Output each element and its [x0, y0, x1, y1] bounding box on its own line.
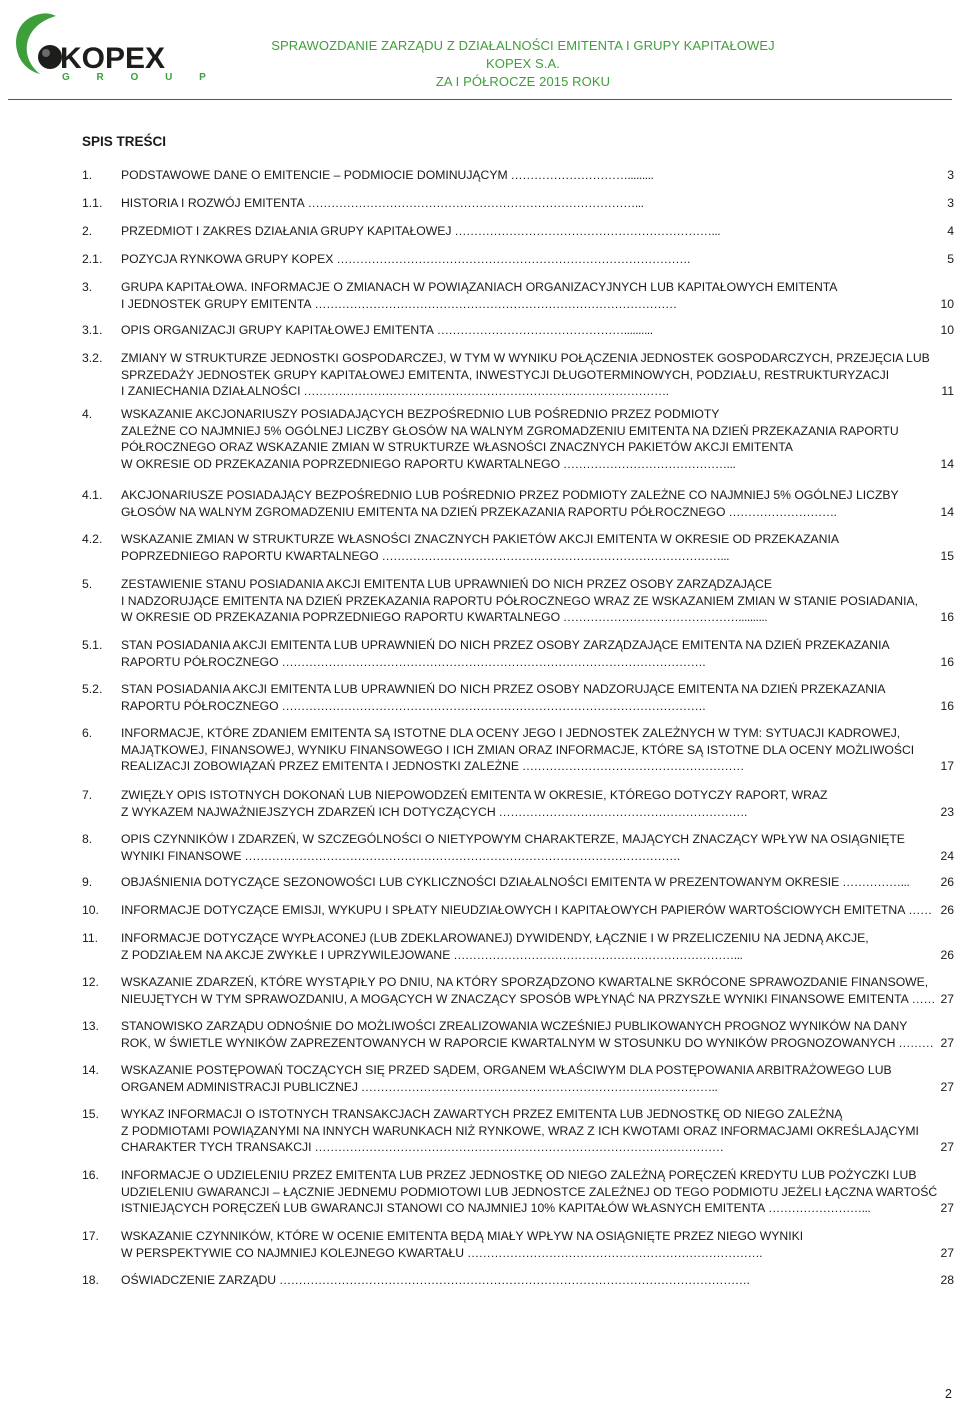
toc-entry-title-line: RAPORTU PÓŁROCZNEGO ………………………………………………………………………………………………. — [121, 698, 706, 713]
toc-entry-number: 4. — [82, 407, 93, 421]
toc-entry-title-line: WSKAZANIE ZMIAN W STRUKTURZE WŁASNOŚCI ZNACZNYCH PAKIETÓW AKCJI EMITENTA W OKRESIE OD PRZEKAZANIA — [121, 532, 839, 546]
report-title — [258, 37, 788, 91]
report-title-line1: SPRAWOZDANIE ZARZĄDU Z DZIAŁALNOŚCI EMITENTA I GRUPY KAPITAŁOWEJ KOPEX S.A. — [271, 38, 775, 71]
toc-entry-title — [121, 195, 901, 212]
toc-entry-title-line: WSKAZANIE CZYNNIKÓW, KTÓRE W OCENIE EMITENTA BĘDĄ MIAŁY WPŁYW NA OSIĄGNIĘTE PRZEZ NIEGO WYNIKI — [121, 1229, 804, 1243]
toc-entry-leader: ……………………………………………………………………………….. — [358, 1079, 718, 1094]
toc-entry-page: 11 — [941, 384, 954, 399]
logo-group-text: G R O U P — [62, 72, 218, 83]
toc-entry-page: 24 — [940, 848, 954, 863]
kopex-group-logo — [10, 10, 218, 83]
toc-entry-page: 27 — [940, 991, 954, 1006]
toc-entry-title-line: WYKAZ INFORMACJI O ISTOTNYCH TRANSAKCJACH ZAWARTYCH PRZEZ EMITENTA LUB JEDNOSTKĘ OD NIEGO ZALEŻNĄ — [121, 1107, 843, 1121]
toc-entry-number: 3.2. — [82, 351, 103, 365]
toc-entry-number: 5.2. — [82, 682, 103, 696]
toc-entry-title — [121, 167, 901, 184]
toc-entry-title-line: REALIZACJI ZOBOWIĄZAŃ PRZEZ EMITENTA I JEDNOSTKI ZALEŻNE ………………………………………………… — [121, 759, 744, 774]
toc-entry-leader: …………………………………………………………………………………………… — [311, 1140, 724, 1155]
toc-entry-number: 13. — [82, 1019, 99, 1033]
toc-entry-title-line: UDZIELENIU GWARANCJI – ŁĄCZNIE JEDNEMU PODMIOTOWI LUB JEDNOSTCE ZALEŻNEJ OD TEGO PODMIOTU JEŻELI ŁĄCZNA WARTOŚĆ — [121, 1184, 938, 1199]
toc-entry-title-line: OŚWIADCZENIE ZARZĄDU …………………………………………………………………………………………………………. — [121, 1273, 750, 1287]
toc-entry-title — [121, 531, 901, 564]
toc-entry-title-line: I NADZORUJĄCE EMITENTA NA DZIEŃ PRZEKAZANIA RAPORTU PÓŁROCZNEGO WRAZ ZE WSKAZANIEM ZMIAN W STANIE POSIADANIA, — [121, 593, 919, 608]
toc-entry-number: 5. — [82, 577, 93, 591]
toc-entry-page: 15 — [940, 548, 954, 563]
toc-entry-title-line: AKCJONARIUSZE POSIADAJĄCY BEZPOŚREDNIO LUB POŚREDNIO PRZEZ PODMIOTY ZALEŻNE CO NAJMNIEJ 5% OGÓLNEJ LICZBY — [121, 488, 899, 502]
toc-entry-title — [121, 406, 901, 472]
toc-entry-title — [121, 1167, 938, 1217]
toc-entry-leader: ……………………………………….......... — [560, 610, 768, 625]
toc-entry-title-line: RAPORTU PÓŁROCZNEGO ………………………………………………………………………………………………. — [121, 654, 706, 669]
toc-entry-title-line: W OKRESIE OD PRZEKAZANIA POPRZEDNIEGO RAPORTU KWARTALNEGO ……………………………………... — [121, 456, 736, 471]
toc-entry-number: 16. — [82, 1168, 99, 1182]
toc-entry-title-line: SPRZEDAŻY JEDNOSTEK GRUPY KAPITAŁOWEJ EMITENTA, INWESTYCJI DŁUGOTERMINOWYCH, PODZIAŁU, RESTRUKTURYZACJI — [121, 367, 890, 382]
toc-entry-page: 10 — [940, 296, 954, 311]
toc-entry-title — [121, 487, 901, 520]
toc-entry-title — [121, 322, 901, 339]
toc-entry-page: 27 — [940, 1140, 954, 1155]
toc-entry-number: 8. — [82, 832, 93, 846]
toc-entry-leader: ………………………………………………………………………………………………. — [278, 654, 706, 669]
toc-entry-number: 6. — [82, 726, 93, 740]
toc-entry-title-line: HISTORIA I ROZWÓJ EMITENTA …………………………………………………………………………... — [121, 196, 644, 210]
toc-entry-page: 14 — [940, 456, 954, 471]
toc-entry-title-line: INFORMACJE DOTYCZĄCE WYPŁACONEJ (LUB ZDEKLAROWANEJ) DYWIDENDY, ŁĄCZNIE I W PRZELICZENIU NA JEDNĄ AKCJE, — [121, 931, 869, 945]
toc-entry-number: 12. — [82, 975, 99, 989]
toc-entry-title — [121, 902, 932, 919]
toc-entry-title — [121, 1018, 934, 1051]
toc-entry-number: 15. — [82, 1107, 99, 1121]
toc-entry-leader: ………………………. — [725, 504, 837, 519]
toc-entry-title — [121, 279, 901, 312]
toc-entry-leader: ……… — [895, 1035, 934, 1050]
toc-entry-number: 3. — [82, 280, 93, 294]
toc-entry-page: 23 — [940, 804, 954, 819]
toc-entry-page: 26 — [940, 947, 954, 962]
toc-entry-leader: ………………………………………………………. — [495, 804, 747, 819]
toc-entry-title — [121, 681, 901, 714]
toc-entry-page: 3 — [947, 168, 954, 182]
toc-entry-page: 10 — [940, 323, 954, 337]
toc-entry-page: 26 — [940, 903, 954, 917]
toc-entry-title-line: OPIS CZYNNIKÓW I ZDARZEŃ, W SZCZEGÓLNOŚCI O NIETYPOWYM CHARAKTERZE, MAJĄCYCH ZNACZĄCY WPŁYW NA OSIĄGNIĘTE — [121, 832, 905, 846]
toc-entry-title-line: MAJĄTKOWEJ, FINANSOWEJ, WYNIKU FINANSOWEGO I ICH ZMIAN ORAZ INFORMACJE, KTÓRE SĄ ISTOTNE DLA OCENY MOŻLIWOŚCI — [121, 742, 915, 757]
toc-title: SPIS TREŚCI — [82, 134, 167, 149]
toc-entry-leader: ………………………………………………………………………………. — [333, 252, 690, 266]
toc-entry-page: 3 — [947, 196, 954, 210]
toc-entry-leader: …………………………………………………………………………………. — [300, 384, 669, 399]
page-header — [0, 0, 960, 103]
toc-entry-page: 16 — [940, 698, 954, 713]
toc-entry-title-line: GŁOSÓW NA WALNYM ZGROMADZENIU EMITENTA NA DZIEŃ PRZEKAZANIA RAPORTU PÓŁROCZNEGO ………………………. — [121, 504, 837, 519]
toc-entry-title — [121, 874, 910, 891]
toc-entry-number: 17. — [82, 1229, 99, 1243]
toc-entry-page: 14 — [940, 504, 954, 519]
toc-entry-page: 27 — [940, 1245, 954, 1260]
toc-entry-title — [121, 350, 930, 400]
logo-ball — [38, 45, 62, 69]
toc-entry-page: 27 — [940, 1201, 954, 1216]
toc-entry-title — [121, 930, 901, 963]
toc-entry-title-line: STAN POSIADANIA AKCJI EMITENTA LUB UPRAWNIEŃ DO NICH PRZEZ OSOBY ZARZĄDZAJĄCE EMITENTA NA DZIEŃ PRZEKAZANIA — [121, 638, 890, 652]
toc-entry-title-line: CHARAKTER TYCH TRANSAKCJI …………………………………………………………………………………………… — [121, 1140, 724, 1155]
toc-entry-title — [121, 725, 915, 775]
toc-entry-title-line: WSKAZANIE AKCJONARIUSZY POSIADAJĄCYCH BEZPOŚREDNIO LUB POŚREDNIO PRZEZ PODMIOTY — [121, 407, 720, 421]
logo-wordmark: KOPEX — [60, 42, 166, 75]
toc-entry-title-line: STAN POSIADANIA AKCJI EMITENTA LUB UPRAWNIEŃ DO NICH PRZEZ OSOBY NADZORUJĄCE EMITENTA NA DZIEŃ PRZEKAZANIA — [121, 682, 886, 696]
toc-entry-title-line: Z PODZIAŁEM NA AKCJE ZWYKŁE I UPRZYWILEJOWANE ………………………………………………………………... — [121, 947, 743, 962]
toc-entry-page: 27 — [940, 1079, 954, 1094]
toc-entry-leader: …………………………………………………………………………………………………………. — [276, 1273, 750, 1287]
toc-entry-title-line: W PERSPEKTYWIE CO NAJMNIEJ KOLEJNEGO KWARTAŁU …………………………………………………………………. — [121, 1245, 763, 1260]
toc-entry-leader: …………………………………………………………………………... — [304, 196, 644, 210]
toc-entry-title — [121, 831, 905, 864]
toc-entry-title-line: POZYCJA RYNKOWA GRUPY KOPEX ………………………………………………………………………………. — [121, 252, 690, 266]
toc-entry-title-line: NIEUJĘTYCH W TYM SPRAWOZDANIU, A MOGĄCYCH W ZNACZĄCY SPOSÓB WPŁYNĄĆ NA PRZYSZŁE WYNIKI FINANSOWE EMITENTA …… — [121, 991, 936, 1006]
toc-entry-title-line: WSKAZANIE POSTĘPOWAŃ TOCZĄCYCH SIĘ PRZED SĄDEM, ORGANEM WŁAŚCIWYM DLA POSTĘPOWANIA ARBITRAŻOWEGO LUB — [121, 1063, 892, 1077]
toc-entry-number: 1. — [82, 168, 93, 182]
toc-entry-title-line: I JEDNOSTEK GRUPY EMITENTA ………………………………………………………………………………… — [121, 296, 677, 311]
toc-entry-title-line: OPIS ORGANIZACJI GRUPY KAPITAŁOWEJ EMITENTA ………………………………………….......... — [121, 323, 653, 337]
toc-entry-title — [121, 974, 936, 1007]
page-number: 2 — [945, 1387, 952, 1401]
report-title-line2: ZA I PÓŁROCZE 2015 ROKU — [435, 74, 611, 89]
toc-entry-title — [121, 637, 901, 670]
toc-entry-page: 28 — [940, 1273, 954, 1287]
toc-entry-leader: ……………………………………………………………………………... — [378, 548, 730, 563]
toc-entry-leader: ……………………………………... — [560, 456, 736, 471]
toc-entry-leader: ………………………………………………………………... — [450, 947, 743, 962]
toc-entry-title — [121, 1106, 919, 1156]
toc-entry-title — [121, 251, 901, 268]
toc-entry-title-line: GRUPA KAPITAŁOWA. INFORMACJE O ZMIANACH W POWIĄZANIACH ORGANIZACYJNYCH LUB KAPITAŁOWYCH EMITENTA — [121, 280, 838, 294]
toc-entry-page: 16 — [940, 654, 954, 669]
toc-entry-leader: ……………... — [839, 875, 910, 889]
toc-entry-number: 10. — [82, 903, 99, 917]
toc-entry-number: 18. — [82, 1273, 99, 1287]
toc-entry-number: 4.1. — [82, 488, 103, 502]
toc-entry-leader: …… — [908, 991, 936, 1006]
toc-entry-number: 2. — [82, 224, 93, 238]
toc-entry-number: 7. — [82, 788, 93, 802]
toc-entry-title — [121, 1228, 901, 1261]
toc-entry-title-line: INFORMACJE O UDZIELENIU PRZEZ EMITENTA LUB PRZEZ JEDNOSTKĘ OD NIEGO ZALEŻNĄ PORĘCZEŃ KREDYTU LUB POŻYCZKI LUB — [121, 1168, 917, 1182]
toc-entry-title-line: ISTNIEJĄCYCH PORĘCZEŃ LUB GWARANCJI STANOWI CO NAJMNIEJ 10% KAPITAŁÓW WŁASNYCH EMITENTA ……………………... — [121, 1201, 871, 1216]
toc-entry-title — [121, 223, 901, 240]
toc-entry-title-line: ZMIANY W STRUKTURZE JEDNOSTKI GOSPODARCZEJ, W TYM W WYNIKU POŁĄCZENIA JEDNOSTEK GOSPODARCZYCH, PRZEJĘCIA LUB — [121, 351, 930, 365]
toc-entry-page: 5 — [947, 252, 954, 266]
toc-entry-leader: …………………………………………………………... — [451, 224, 721, 238]
toc-entry-title-line: INFORMACJE, KTÓRE ZDANIEM EMITENTA SĄ ISTOTNE DLA OCENY JEGO I JEDNOSTEK ZALEŻNYCH W TYM: SYTUACJI KADROWEJ, — [121, 726, 901, 740]
toc-entry-title-line: Z PODMIOTAMI POWIĄZANYMI NA INNYCH WARUNKACH NIŻ RYNKOWE, WRAZ Z ICH KWOTAMI ORAZ INFORMACJAMI OKREŚLAJĄCYMI — [121, 1123, 919, 1138]
toc-entry-leader: …………………………......... — [507, 168, 654, 182]
toc-entry-leader: ………………………………………………………………………………………………. — [278, 698, 706, 713]
toc-entry-number: 2.1. — [82, 252, 103, 266]
toc-entry-title-line: WSKAZANIE ZDARZEŃ, KTÓRE WYSTĄPIŁY PO DNIU, NA KTÓRY SPORZĄDZONO KWARTALNE SKRÓCONE SPRAWOZDANIE FINANSOWE, — [121, 975, 929, 989]
toc-entry-title-line: STANOWISKO ZARZĄDU ODNOŚNIE DO MOŻLIWOŚCI ZREALIZOWANIA WCZEŚNIEJ PUBLIKOWANYCH PROGNOZ WYNIKÓW NA DANY — [121, 1019, 908, 1033]
toc-entry-leader: …………………………………………………………………………………………………. — [241, 848, 680, 863]
toc-entry-number: 1.1. — [82, 196, 103, 210]
toc-entry-title-line: Z WYKAZEM NAJWAŻNIEJSZYCH ZDARZEŃ ICH DOTYCZĄCYCH ………………………………………………………. — [121, 804, 747, 819]
toc-entry-title-line: OBJAŚNIENIA DOTYCZĄCE SEZONOWOŚCI LUB CYKLICZNOŚCI DZIAŁALNOŚCI EMITENTA W PREZENTOWANYM OKRESIE ……………... — [121, 875, 910, 889]
toc-entry-title-line: PODSTAWOWE DANE O EMITENCIE – PODMIOCIE DOMINUJĄCYM …………………………......... — [121, 168, 654, 182]
toc-entry-number: 4.2. — [82, 532, 103, 546]
toc-entry-title-line: ZESTAWIENIE STANU POSIADANIA AKCJI EMITENTA LUB UPRAWNIEŃ DO NICH PRZEZ OSOBY ZARZĄDZAJĄCE — [121, 577, 772, 591]
toc-entry-title-line: ZALEŻNE CO NAJMNIEJ 5% OGÓLNEJ LICZBY GŁOSÓW NA WALNYM ZGROMADZENIU EMITENTA NA DZIEŃ PRZEKAZANIA RAPORTU — [121, 423, 899, 438]
toc-entry-title-line: ROK, W ŚWIETLE WYNIKÓW ZAPREZENTOWANYCH W RAPORCIE KWARTALNYM W STOSUNKU DO WYNIKÓW PROGNOZOWANYCH ……… — [121, 1035, 934, 1050]
toc-entry-number: 3.1. — [82, 323, 103, 337]
header-divider — [8, 99, 952, 100]
toc-entry-leader: …………………………………………………………………. — [464, 1245, 763, 1260]
toc-entry-title-line: WYNIKI FINANSOWE …………………………………………………………………………………………………. — [121, 848, 680, 863]
toc-entry-title — [121, 787, 901, 820]
toc-entry-title-line: PÓŁROCZNEGO ORAZ WSKAZANIE ZMIAN W STRUKTURZE WŁASNOŚCI ZNACZNYCH PAKIETÓW AKCJI EMITENTA — [121, 440, 793, 455]
toc-entry-page: 17 — [940, 759, 954, 774]
toc-entry-title-line: POPRZEDNIEGO RAPORTU KWARTALNEGO ……………………………………………………………………………... — [121, 548, 730, 563]
toc-entry-title-line: W OKRESIE OD PRZEKAZANIA POPRZEDNIEGO RAPORTU KWARTALNEGO ……………………………………….......... — [121, 610, 768, 625]
toc-entry-number: 14. — [82, 1063, 99, 1077]
toc-entry-leader: ………………………………………………… — [518, 759, 744, 774]
toc-entry-number: 9. — [82, 875, 93, 889]
toc-entry-title — [121, 1062, 901, 1095]
toc-entry-page: 27 — [940, 1035, 954, 1050]
toc-entry-leader: ………………………………………………………………………………… — [311, 296, 677, 311]
toc-entry-leader: ……………………... — [765, 1201, 871, 1216]
toc-entry-page: 16 — [940, 610, 954, 625]
toc-entry-leader: ………………………………………….......... — [433, 323, 653, 337]
toc-entry-title-line: ZWIĘZŁY OPIS ISTOTNYCH DOKONAŃ LUB NIEPOWODZEŃ EMITENTA W OKRESIE, KTÓREGO DOTYCZY RAPORT, WRAZ — [121, 788, 828, 802]
toc-entry-title-line: I ZANIECHANIA DZIAŁALNOŚCI …………………………………………………………………………………. — [121, 384, 669, 399]
toc-entry-title — [121, 576, 919, 626]
toc-entry-number: 5.1. — [82, 638, 103, 652]
toc-entry-number: 11. — [82, 931, 99, 945]
toc-entry-title-line: PRZEDMIOT I ZAKRES DZIAŁANIA GRUPY KAPITAŁOWEJ …………………………………………………………... — [121, 224, 721, 238]
toc-entry-title — [121, 1272, 901, 1289]
toc-entry-leader: …… — [905, 903, 932, 917]
toc-entry-page: 4 — [947, 224, 954, 238]
toc-entry-page: 26 — [940, 875, 954, 889]
toc-entry-title-line: INFORMACJE DOTYCZĄCE EMISJI, WYKUPU I SPŁATY NIEUDZIAŁOWYCH I KAPITAŁOWYCH PAPIERÓW WARTOŚCIOWYCH EMITETNA …… — [121, 903, 932, 917]
toc-entry-title-line: ORGANEM ADMINISTRACJI PUBLICZNEJ ……………………………………………………………………………….. — [121, 1079, 718, 1094]
